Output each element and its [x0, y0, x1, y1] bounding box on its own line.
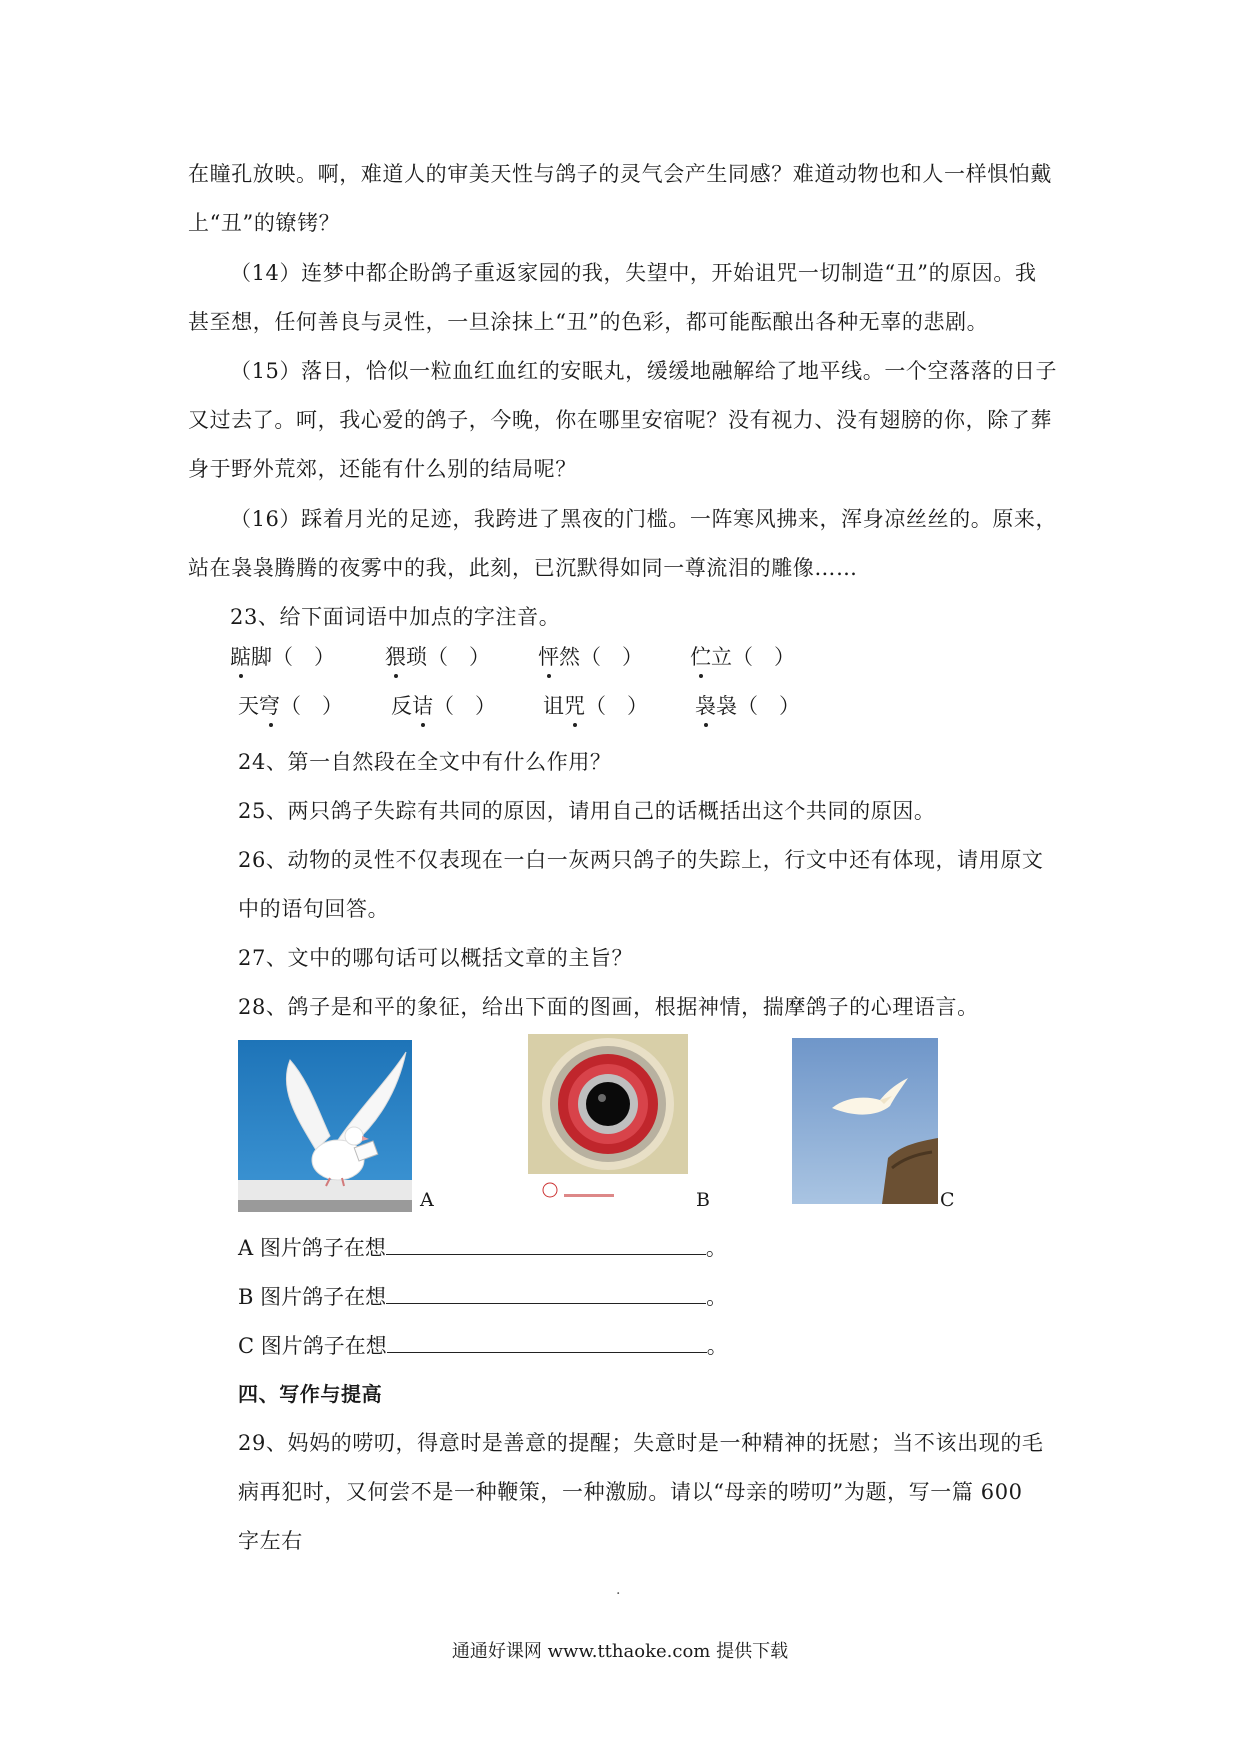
vocab-item: 踮脚（ ）	[230, 645, 335, 669]
paragraph-14-line-1: （14）连梦中都企盼鸽子重返家园的我，失望中，开始诅咒一切制造“丑”的原因。我	[230, 261, 1037, 285]
question-26-line-1: 26、动物的灵性不仅表现在一白一灰两只鸽子的失踪上，行文中还有体现，请用原文	[238, 848, 1044, 872]
section-4-heading: 四、写作与提高	[238, 1382, 383, 1406]
question-29-line-1: 29、妈妈的唠叨，得意时是善意的提醒；失意时是一种精神的抚慰；当不该出现的毛	[238, 1431, 1044, 1455]
question-29-line-3: 字左右	[238, 1529, 303, 1553]
paragraph-15-line-2: 又过去了。呵，我心爱的鸽子，今晚，你在哪里安宿呢？没有视力、没有翅膀的你，除了葬	[188, 408, 1052, 432]
vocab-item: 诅咒（ ）	[543, 694, 648, 718]
vocab-item: 反诘（ ）	[391, 694, 496, 718]
flying-dove-image	[792, 1038, 938, 1204]
paragraph-16-line-2: 站在袅袅腾腾的夜雾中的我，此刻，已沉默得如同一尊流泪的雕像……	[188, 556, 858, 580]
vocab-item: 天穹（ ）	[238, 694, 343, 718]
dove-with-letter-icon	[238, 1040, 412, 1212]
emphasis-dot	[421, 723, 425, 727]
emphasis-dot	[699, 674, 703, 678]
question-23: 23、给下面词语中加点的字注音。	[230, 605, 561, 629]
answer-a-blank[interactable]	[386, 1232, 706, 1255]
vocab-item: 怦然（ ）	[538, 645, 643, 669]
paragraph-13-line-1: 在瞳孔放映。啊，难道人的审美天性与鸽子的灵气会产生同感？难道动物也和人一样惧怕戴	[188, 162, 1052, 186]
answer-a-end: 。	[705, 1236, 727, 1260]
answer-c-row	[238, 1330, 728, 1360]
answer-b-row	[238, 1281, 727, 1311]
question-29-line-2: 病再犯时，又何尝不是一种鞭策，一种激励。请以“母亲的唠叨”为题，写一篇 600	[238, 1480, 1023, 1504]
emphasis-dot	[239, 674, 243, 678]
answer-a-row	[238, 1232, 727, 1262]
answer-b-end: 。	[706, 1285, 728, 1309]
answer-b-blank[interactable]	[386, 1281, 706, 1304]
emphasis-dot	[547, 674, 551, 678]
footer-text: 通通好课网 www.tthaoke.com 提供下载	[451, 1641, 789, 1662]
paragraph-13-line-2: 上“丑”的镣铐？	[188, 211, 341, 235]
emphasis-dot	[269, 723, 273, 727]
emphasis-dot	[573, 723, 577, 727]
pigeon-eye-image	[528, 1034, 688, 1204]
footer-mark: .	[616, 1582, 621, 1598]
answer-c-prompt: C 图片鸽子在想	[238, 1334, 387, 1358]
paragraph-15-line-3: 身于野外荒郊，还能有什么别的结局呢？	[188, 457, 577, 481]
emphasis-dot	[704, 723, 708, 727]
paragraph-15-line-1: （15）落日，恰似一粒血红血红的安眠丸，缓缓地融解给了地平线。一个空落落的日子	[230, 359, 1058, 383]
vocab-item: 猥琐（ ）	[385, 645, 490, 669]
emphasis-dot	[394, 674, 398, 678]
paragraph-16-line-1: （16）踩着月光的足迹，我跨进了黑夜的门槛。一阵寒风拂来，浑身凉丝丝的。原来，	[230, 507, 1058, 531]
answer-c-blank[interactable]	[387, 1330, 707, 1353]
question-25: 25、两只鸽子失踪有共同的原因，请用自己的话概括出这个共同的原因。	[238, 799, 936, 823]
answer-b-prompt: B 图片鸽子在想	[238, 1285, 387, 1309]
paragraph-14-line-2: 甚至想，任何善良与灵性，一旦涂抹上“丑”的色彩，都可能酝酿出各种无辜的悲剧。	[188, 310, 989, 334]
flying-dove-icon	[792, 1038, 938, 1204]
question-27: 27、文中的哪句话可以概括文章的主旨？	[238, 946, 634, 970]
answer-c-end: 。	[706, 1334, 728, 1358]
question-28: 28、鸽子是和平的象征，给出下面的图画，根据神情，揣摩鸽子的心理语言。	[238, 995, 979, 1019]
picture-c-label: C	[940, 1189, 955, 1211]
picture-a-label: A	[420, 1189, 434, 1211]
question-26-line-2: 中的语句回答。	[238, 897, 390, 921]
dove-with-letter-image	[238, 1040, 412, 1212]
vocab-item: 伫立（ ）	[690, 645, 795, 669]
question-24: 24、第一自然段在全文中有什么作用？	[238, 750, 612, 774]
answer-a-prompt: A 图片鸽子在想	[238, 1236, 386, 1260]
picture-b-label: B	[696, 1189, 710, 1211]
pigeon-eye-icon	[528, 1034, 688, 1204]
vocab-item: 袅袅（ ）	[695, 694, 800, 718]
